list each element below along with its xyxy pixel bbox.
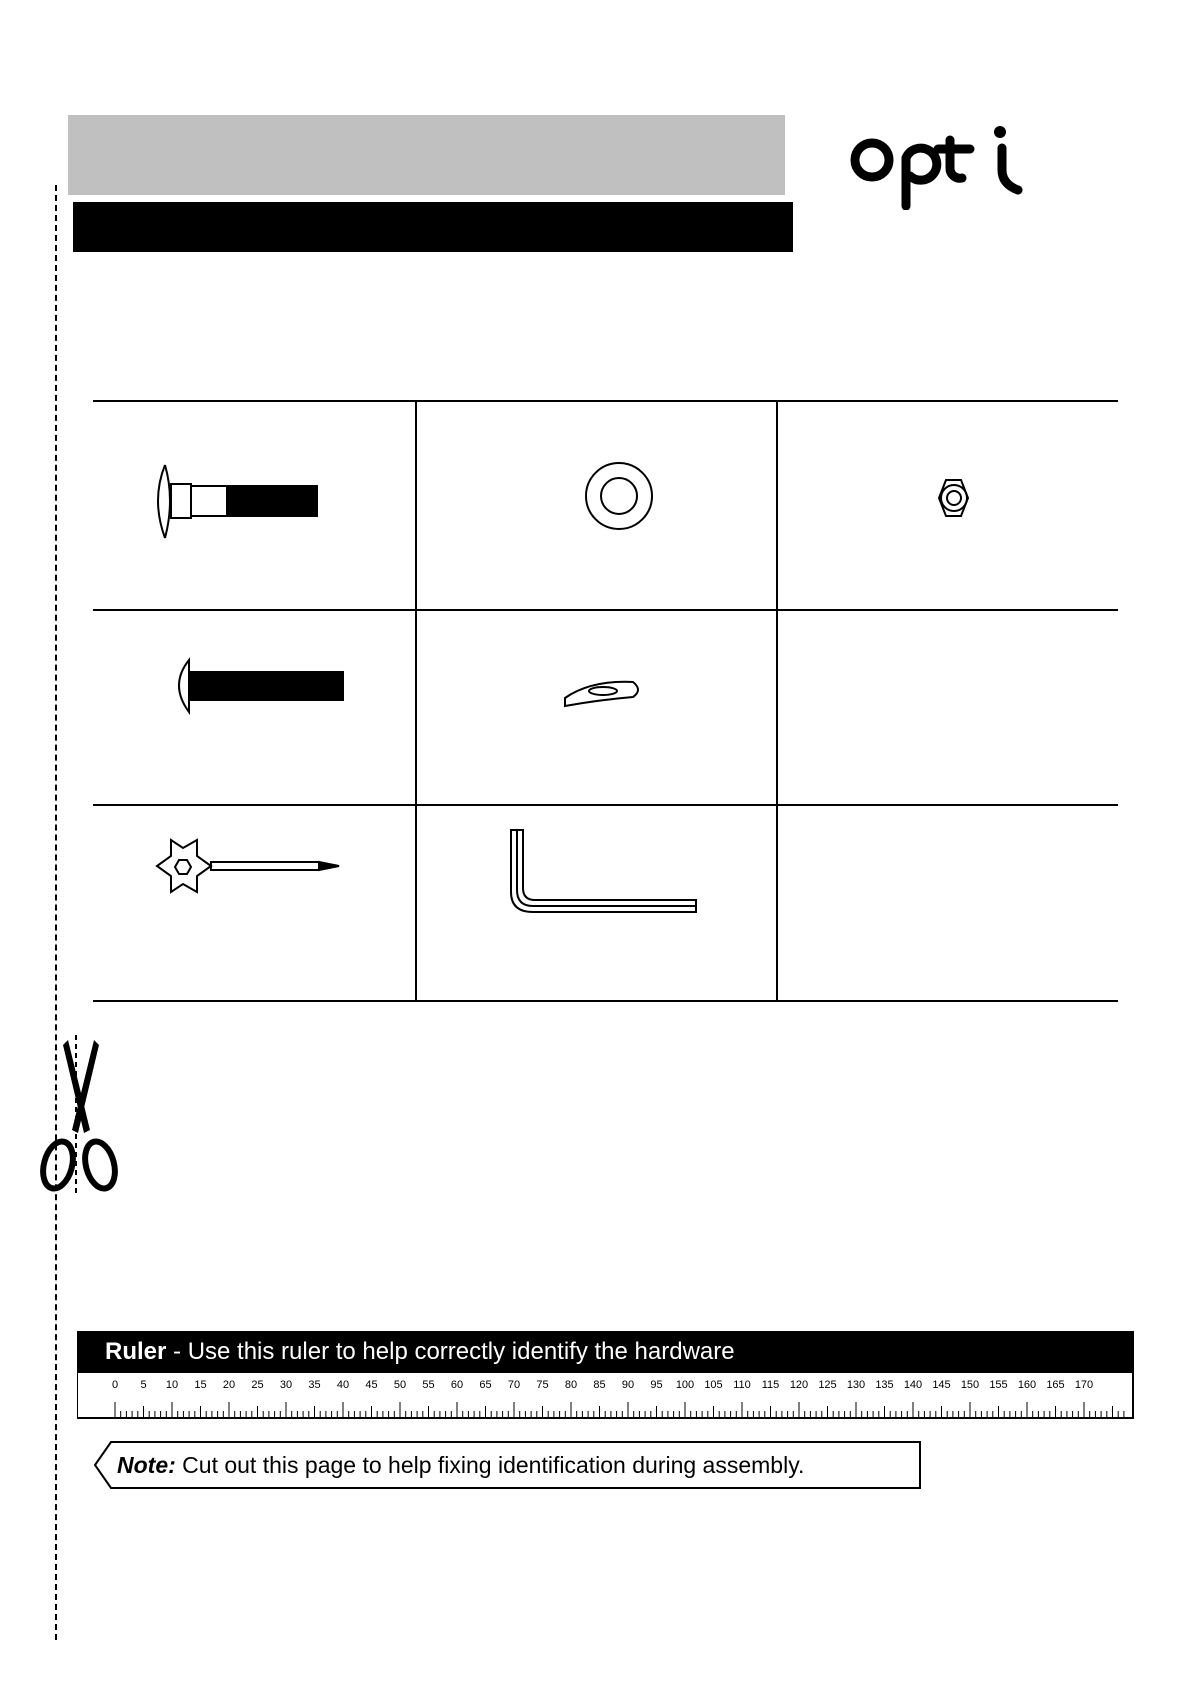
ruler-label: 120: [789, 1379, 809, 1391]
ruler-label: 45: [365, 1379, 378, 1391]
ruler-label: 150: [960, 1379, 980, 1391]
dashed-cut-line: [55, 185, 57, 1640]
ruler-label: 75: [536, 1379, 549, 1391]
ruler-label: 155: [989, 1379, 1008, 1391]
ruler-label: 50: [393, 1379, 407, 1391]
ruler-label: 80: [564, 1379, 578, 1391]
ruler-label: 30: [279, 1379, 293, 1391]
washer-icon: [586, 463, 652, 529]
header-grey-bar: [68, 115, 785, 195]
ruler-label: 110: [733, 1379, 751, 1391]
ruler-label: 70: [507, 1379, 521, 1391]
lock-nut-icon: [939, 480, 968, 516]
curved-washer-icon: [565, 682, 638, 706]
note-text: [117, 1440, 804, 1490]
ruler-label: 170: [1074, 1379, 1094, 1391]
ruler-label: 115: [761, 1379, 780, 1391]
ruler-label: 10: [165, 1379, 179, 1391]
hardware-grid: [93, 400, 1118, 1002]
opti-logo: [850, 118, 1040, 210]
ruler-label: 90: [621, 1379, 635, 1391]
ruler: [77, 1331, 1134, 1419]
ruler-label: 105: [704, 1379, 723, 1391]
ruler-label: 40: [336, 1379, 350, 1391]
ruler-label: 0: [111, 1379, 119, 1391]
ruler-label: 60: [450, 1379, 464, 1391]
scissors-icon: [28, 1035, 124, 1195]
carriage-bolt-icon: [158, 465, 317, 538]
ruler-label: 65: [479, 1379, 492, 1391]
ruler-label: 35: [308, 1379, 321, 1391]
allen-key-icon: [511, 830, 696, 912]
ruler-label: 85: [593, 1379, 606, 1391]
ruler-label: 5: [140, 1379, 147, 1391]
button-head-bolt-icon: [179, 660, 343, 712]
ruler-subtitle: - Use this ruler to help correctly identify the hardware: [166, 1338, 735, 1365]
ruler-label: 130: [846, 1379, 866, 1391]
ruler-label: 15: [194, 1379, 207, 1391]
ruler-label: 145: [932, 1379, 951, 1391]
header-black-bar: [73, 202, 793, 252]
ruler-label: 165: [1046, 1379, 1065, 1391]
ruler-label: 55: [422, 1379, 435, 1391]
ruler-scale: [77, 1372, 1134, 1419]
ruler-label: 135: [875, 1379, 894, 1391]
star-spanner-screwdriver-icon: [157, 840, 339, 892]
ruler-label: 140: [903, 1379, 923, 1391]
ruler-label: 160: [1017, 1379, 1037, 1391]
ruler-title: Ruler: [105, 1338, 167, 1365]
ruler-label: 125: [818, 1379, 837, 1391]
ruler-label: 20: [222, 1379, 236, 1391]
ruler-heading: [77, 1331, 1134, 1372]
ruler-label: 25: [251, 1379, 264, 1391]
note-body: Cut out this page to help fixing identification during assembly.: [175, 1452, 805, 1478]
note-label: Note:: [117, 1452, 176, 1478]
ruler-label: 95: [650, 1379, 663, 1391]
ruler-label: 100: [675, 1379, 695, 1391]
